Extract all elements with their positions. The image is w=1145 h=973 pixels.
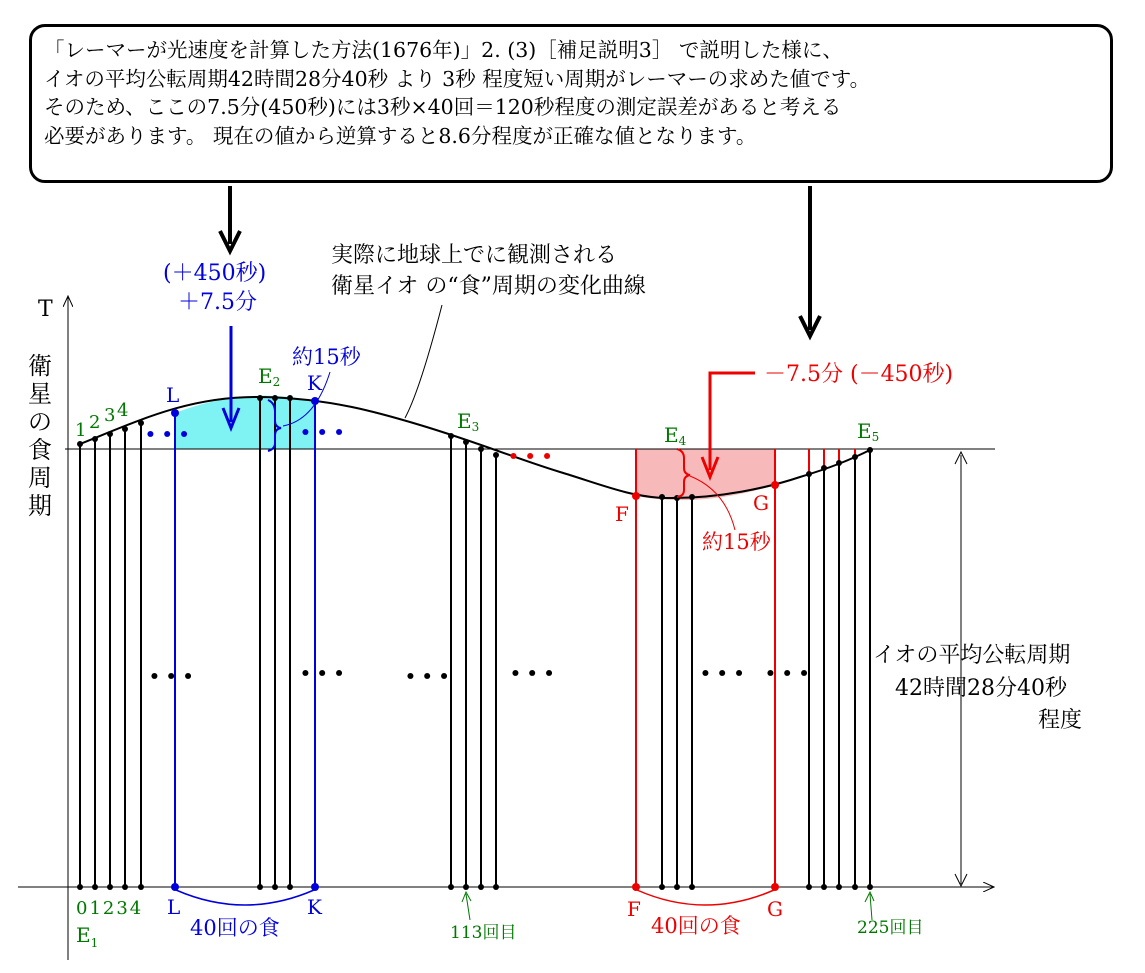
label-g-bottom: G <box>767 897 783 921</box>
curve-caption-line-2: 衛星イオ の“食”周期の変化曲線 <box>331 274 646 299</box>
arc-forty-red <box>637 890 774 905</box>
plus-delay-minutes: ＋7.5分 <box>178 290 257 315</box>
point-k-axis <box>311 883 319 891</box>
eclipse-113-label: 113回目 <box>450 923 517 943</box>
top-number-1: 1 <box>75 420 87 441</box>
label-g-top: G <box>753 491 769 515</box>
label-e3 <box>457 409 479 434</box>
point-g <box>771 481 779 489</box>
minus-delay-label: －7.5分 (－450秒) <box>764 362 954 387</box>
note-line-1: 「レーマーが光速度を計算した方法(1676年)」2. (3)［補足説明3］ で説明した様に、 <box>44 38 843 62</box>
note-arrow-right <box>800 186 820 336</box>
approx-15s-blue: 約15秒 <box>292 345 361 369</box>
point-g-axis <box>771 883 779 891</box>
top-number-3: 3 <box>104 405 116 426</box>
forty-eclipses-blue: 40回の食 <box>190 916 280 940</box>
e5-sub: 5 <box>871 430 880 444</box>
note-line-4: 必要があります。 現在の値から逆算すると8.6分程度が正確な値となります。 <box>44 123 757 148</box>
label-e1 <box>76 923 98 950</box>
eclipse-225-label: 225回目 <box>857 918 924 938</box>
y-title-char-1: 衛 <box>28 352 52 380</box>
dots-red: • • • <box>508 447 553 467</box>
period-label-line-2: 42時間28分40秒 <box>895 676 1067 701</box>
t-axis-label: T <box>38 297 53 322</box>
forty-eclipses-red: 40回の食 <box>651 914 741 938</box>
dots-mid-6: • • • <box>765 664 810 684</box>
y-axis-title <box>28 352 52 520</box>
e4-sub: 4 <box>678 434 687 448</box>
ellipsis-row <box>149 664 809 687</box>
dots-mid-2: • • • <box>300 664 345 684</box>
dots-blue-left: • • • <box>145 425 190 445</box>
label-f-bottom: F <box>627 897 641 921</box>
y-title-char-3: の <box>28 408 52 436</box>
e1-sub: 1 <box>90 936 99 950</box>
arc-forty-blue <box>176 890 314 905</box>
e1-main: E <box>76 923 91 947</box>
dots-mid-4: • • • <box>510 664 555 684</box>
label-l-bottom: L <box>167 895 181 919</box>
arrow-113 <box>462 892 471 920</box>
label-k-top: K <box>307 371 322 395</box>
eclipse-lines-e3 <box>451 436 496 887</box>
label-e2 <box>258 364 280 389</box>
label-k-bottom: K <box>307 895 322 919</box>
arrow-225 <box>865 892 874 920</box>
eclipse-lines-e4 <box>662 497 692 887</box>
eclipse-lines-e5 <box>809 450 870 887</box>
e4-main: E <box>664 423 679 447</box>
y-title-char-2: 星 <box>28 380 52 408</box>
red-stub-lines <box>809 449 855 474</box>
label-e5 <box>857 419 879 444</box>
label-e4 <box>664 423 687 448</box>
plus-delay-seconds: (＋450秒) <box>163 261 267 286</box>
curve-caption-line-1: 実際に地球上でに観測される <box>331 243 618 268</box>
note-line-2: イオの平均公転周期42時間28分40秒 より 3秒 程度短い周期がレーマーの求めた値です。 <box>44 66 871 91</box>
point-f-axis <box>632 883 640 891</box>
e5-main: E <box>857 419 872 443</box>
top-number-4: 4 <box>117 400 129 421</box>
eclipse-lines-e2 <box>260 398 290 887</box>
point-f <box>632 492 640 500</box>
e2-main: E <box>258 364 273 388</box>
leader-curve-caption <box>405 305 442 418</box>
period-label-line-1: イオの平均公転周期 <box>873 643 1071 668</box>
positive-delay-arrow <box>223 326 239 428</box>
point-l <box>171 409 179 417</box>
bottom-eclipse-numbers: 01234 <box>76 898 144 919</box>
dots-mid-3: • • • <box>405 667 450 687</box>
note-line-3: そのため、ここの7.5分(450秒)には3秒×40回＝120秒程度の測定誤差があると考える <box>44 95 842 119</box>
dots-mid-1: • • • <box>149 667 194 687</box>
y-title-char-4: 食 <box>28 436 52 464</box>
y-title-char-6: 期 <box>28 492 52 520</box>
top-number-2: 2 <box>89 412 101 433</box>
dots-blue-right: • • • <box>300 423 345 443</box>
y-title-char-5: 周 <box>28 464 52 492</box>
e2-sub: 2 <box>272 375 281 389</box>
label-f-top: F <box>615 502 629 526</box>
period-label-line-3: 程度 <box>1038 708 1083 733</box>
approx-15s-red: 約15秒 <box>702 530 771 554</box>
label-l-top: L <box>166 383 180 407</box>
dots-mid-5: • • • <box>700 664 745 684</box>
note-arrow-left <box>220 186 240 251</box>
point-l-axis <box>171 883 179 891</box>
e3-sub: 3 <box>471 420 480 434</box>
e3-main: E <box>457 409 472 433</box>
eclipse-lines-start <box>80 423 141 887</box>
